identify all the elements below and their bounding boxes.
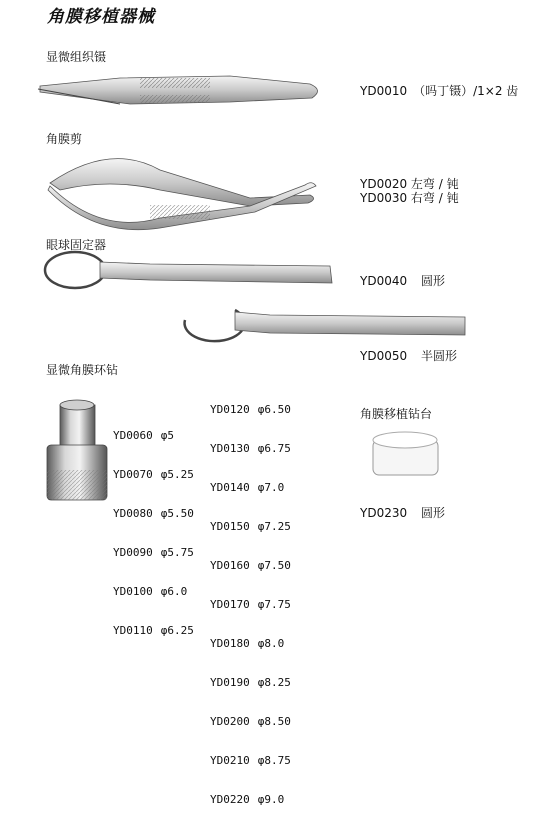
scissors-image bbox=[48, 159, 316, 230]
spec-row: YD0070 φ5.25 bbox=[113, 468, 194, 481]
spec-row: YD0140 φ7.0 bbox=[210, 481, 285, 494]
trephine-col2 bbox=[210, 377, 291, 819]
forceps-code: YD0010 （吗丁镊）/1×2 齿 bbox=[360, 84, 519, 98]
spec-row: YD0150 φ7.25 bbox=[210, 520, 291, 533]
block-line bbox=[360, 504, 445, 521]
spec-row: YD0170 φ7.75 bbox=[210, 598, 291, 611]
fixator-round-code: YD0040 bbox=[360, 274, 408, 288]
block-code: YD0230 bbox=[360, 506, 408, 520]
spec-row: YD0110 φ6.25 bbox=[113, 624, 194, 637]
fixator-half-image bbox=[185, 310, 465, 341]
spec-row: YD0210 φ8.75 bbox=[210, 754, 291, 767]
forceps-label: 显微组织镊 bbox=[46, 50, 107, 64]
block-label: 角膜移植钻台 bbox=[360, 407, 433, 421]
fixator-half-name: 半圆形 bbox=[420, 349, 457, 363]
spec-row: YD0190 φ8.25 bbox=[210, 676, 291, 689]
trephine-image bbox=[47, 400, 107, 500]
fixator-label: 眼球固定器 bbox=[46, 238, 107, 252]
trephine-block-image bbox=[373, 432, 438, 475]
forceps-image bbox=[38, 76, 318, 104]
spec-row: YD0220 φ9.0 bbox=[210, 793, 285, 806]
page-title: 角膜移植器械 bbox=[47, 7, 155, 27]
fixator-round-name: 圆形 bbox=[420, 274, 445, 288]
spec-row: YD0060 φ5 bbox=[113, 429, 174, 442]
trephine-label: 显微角膜环钻 bbox=[46, 363, 119, 377]
spec-row: YD0160 φ7.50 bbox=[210, 559, 291, 572]
spec-row: YD0200 φ8.50 bbox=[210, 715, 291, 728]
scissors-line-2: YD0030 右弯 / 钝 bbox=[360, 191, 459, 205]
spec-row: YD0100 φ6.0 bbox=[113, 585, 188, 598]
spec-row: YD0080 φ5.50 bbox=[113, 507, 194, 520]
scissors-label: 角膜剪 bbox=[46, 132, 83, 146]
block-name: 圆形 bbox=[420, 506, 445, 520]
spec-row: YD0090 φ5.75 bbox=[113, 546, 194, 559]
fixator-half-line bbox=[360, 347, 457, 364]
fixator-round-image bbox=[45, 252, 332, 288]
spec-row: YD0130 φ6.75 bbox=[210, 442, 291, 455]
trephine-col1 bbox=[113, 403, 194, 650]
spec-row: YD0120 φ6.50 bbox=[210, 403, 291, 416]
fixator-round-line bbox=[360, 272, 445, 289]
scissors-line-1: YD0020 左弯 / 钝 bbox=[360, 177, 459, 191]
fixator-half-code: YD0050 bbox=[360, 349, 408, 363]
spec-row: YD0180 φ8.0 bbox=[210, 637, 285, 650]
